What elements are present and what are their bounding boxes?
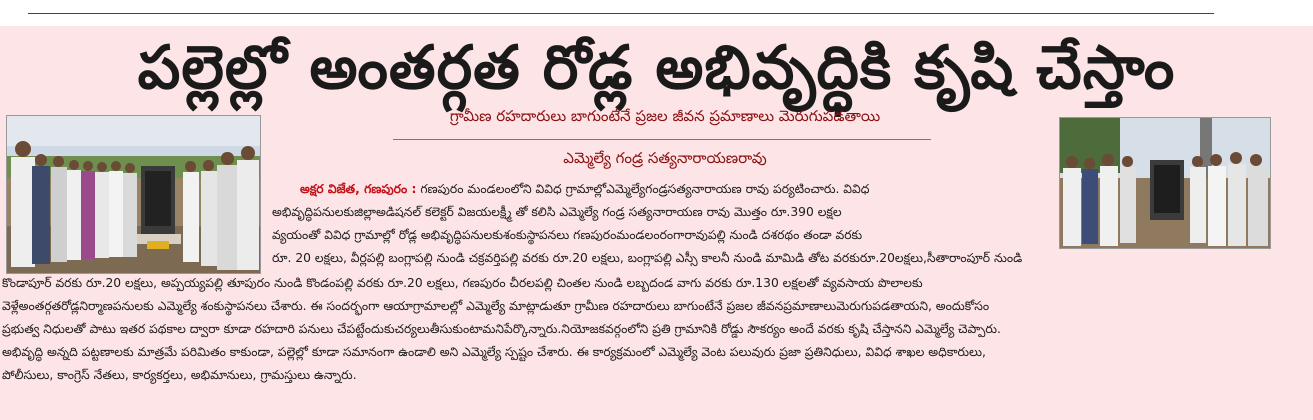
byline: అక్షర విజేత, గణపురం :: [300, 182, 417, 196]
subheading-divider: [393, 139, 931, 140]
speaker-name: ఎమ్మెల్యే గండ్ర సత్యనారాయణరావు: [563, 149, 767, 167]
subheading: గ్రామీణ రహదారులు బాగుంటేనే ప్రజల జీవన ప్రమాణాలు మెరుగుపడతాయి: [449, 107, 881, 125]
article-line-4: రూ. 20 లక్షలు, వీర్లపల్లి బంగ్లాపల్లి నుండి చక్రవర్తిపల్లి వరకు రూ.20 లక్షలు, బంగ్లాపల్లి ఎస్సీ కాలనీ నుండి మామిడి తోట వరకురూ.20లక్షలు,సీతారాంపూర్ నుండి: [272, 251, 1023, 265]
article-line-1: [300, 178, 1055, 201]
photo-foundation-stone-ceremony-left: [6, 115, 261, 274]
article-line-3: వ్యయంతో వివిధ గ్రామాల్లో రోడ్ల అభివృద్ధిపనులకుశంకుస్థాపనలు గణపురంమండలంరంగారావుపల్లి నుండి దశరథం తండా వరకు: [272, 228, 863, 242]
headline: పల్లెల్లో అంతర్గత రోడ్ల అభివృద్ధికి కృషి చేస్తాం: [137, 33, 1176, 103]
article-line-1-text: గణపురం మండలంలోని వివిధ గ్రామాల్లోఎమ్మెల్యేగండ్రసత్యనారాయణ రావు పర్యటించారు. వివిధ: [420, 182, 870, 196]
article-line-9: పోలీసులు, కాంగ్రెస్ నేతలు, కార్యకర్తలు, అభిమానులు, గ్రామస్తులు ఉన్నారు.: [2, 368, 357, 382]
article-line-2: అభివృద్ధిపనులకుజిల్లాఅడిషనల్ కలెక్టర్ విజయలక్ష్మీ తో కలిసి ఎమ్మెల్యే గండ్ర సత్యనారాయణ రావు మొత్తం రూ.390 లక్షల: [272, 205, 842, 219]
top-divider: [28, 13, 1214, 14]
article-line-6: వెళ్లేఅంతర్గతరోడ్లనిర్మాణపనులకు ఎమ్మెల్యే శంకుస్థాపనలు చేశారు. ఈ సందర్భంగా ఆయాగ్రామాలల్లో ఎమ్మెల్యే మాట్లాడుతూ గ్రామీణ రహదారులు బాగుంటేనే ప్రజల జీవనప్రమాణాలుమెరుగుపడతాయని, అందుకోసం: [2, 299, 990, 313]
article-line-5: కొండాపూర్ వరకు రూ.20 లక్షలు, అప్పయ్యపల్లి తూపురం నుండి కొండంపల్లి వరకు రూ.20 లక్షలు, గణపురం చీరలపల్లి చింతల నుండి లబ్బదండ వాగు వరకు రూ.130 లక్షలతో వ్యవసాయ పొలాలకు: [2, 276, 923, 290]
article-line-7: ప్రభుత్వ నిధులతో పాటు ఇతర పథకాల ద్వారా కూడా రహదారి పనులు చేపట్టేందుకుచర్యలుతీసుకుంటామనిపేర్కొన్నారు.నియోజకవర్గంలోని ప్రతి గ్రామానికి రోడ్డు సౌకర్యం అందే వరకు కృషి చేస్తానని ఎమ్మెల్యే చెప్పారు.: [2, 322, 1001, 336]
photo-foundation-stone-ceremony-right: [1059, 117, 1271, 249]
article-line-8: అభివృద్ధి అన్నది పట్టణాలకు మాత్రమే పరిమితం కాకుండా, పల్లెల్లో కూడా సమానంగా ఉండాలి అని ఎమ్మెల్యే స్పష్టం చేశారు. ఈ కార్యక్రమంలో ఎమ్మెల్యే వెంట పలువురు ప్రజా ప్రతినిధులు, వివిధ శాఖల అధికారులు,: [2, 345, 986, 359]
